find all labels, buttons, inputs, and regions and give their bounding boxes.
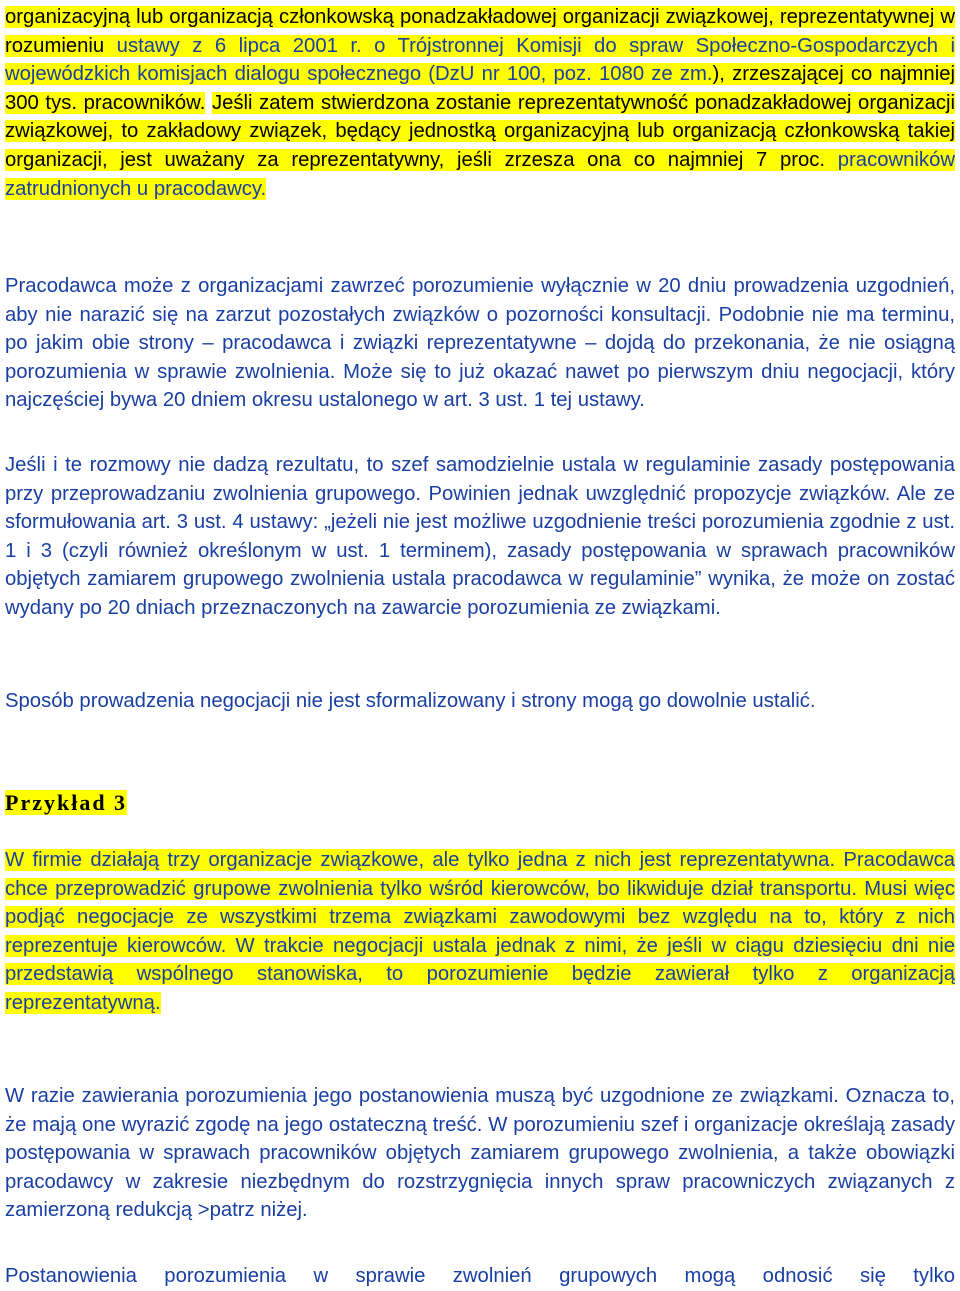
text-segment: W trakcie negocjacji ustala jednak z nimi, że jeśli w ciągu dziesięciu dni nie przedstawią wspólnego stanowiska, to porozumienie będzie zawierał tylko z organizacją reprezentatywną. (5, 934, 955, 1014)
paragraph-uzgodnienie (5, 1082, 955, 1225)
paragraph-porozumienie-termin (5, 272, 955, 415)
example-heading-text: Przykład 3 (5, 790, 128, 815)
paragraph-sposob-negocjacji (5, 687, 955, 716)
text-segment: Powinien jednak uwzględnić propozycje związków. (428, 482, 897, 505)
example-heading (5, 788, 127, 818)
text-segment: Pracodawca chce przeprowadzić grupowe zwolnienia tylko wśród kierowców, bo likwiduje dział transportu. (5, 849, 955, 900)
text-segment: Musi więc podjąć negocjacje ze wszystkimi trzema związkami zawodowymi bez względu na to, który z nich reprezentuje kierowców. (5, 877, 955, 957)
text-segment: Jeśli i te rozmowy nie dadzą rezultatu, to szef samodzielnie ustala w regulaminie zasady postępowania przy przeprowadzaniu zwolnienia grupowego. (5, 454, 955, 505)
statute-reference-link[interactable]: ustawy z 6 lipca 2001 r. o Trójstronnej Komisji do spraw Społeczno-Gospodarczych i wojewódzkich komisjach dialogu społecznego (DzU nr 100, poz. 1080 ze zm. (5, 34, 955, 86)
text-segment (205, 92, 212, 114)
paragraph-postanowienia (5, 1262, 955, 1291)
text-segment: Postanowienia porozumienia w sprawie zwolnień grupowych mogą odnosić się tylko (5, 1265, 955, 1287)
text-segment: W firmie działają trzy organizacje związkowe, ale tylko jedna z nich jest reprezentatywna. (5, 849, 844, 871)
text-segment: W razie zawierania porozumienia jego postanowienia muszą być uzgodnione ze związkami. (5, 1085, 846, 1107)
text-segment: W porozumieniu szef i organizacje określają zasady postępowania w sprawach pracowników objętych zamiarem grupowego zwolnienia, a także obowiązki pracodawcy w zakresie niezbędnym do rozstrzygnięcia innych spraw pracowniczych związanych z zamierzoną redukcją >patrz niżej. (5, 1113, 956, 1222)
text-segment: Ale ze sformułowania art. 3 ust. 4 ustawy: (5, 482, 955, 534)
text-segment: pracowników zatrudnionych u pracodawcy. (5, 148, 955, 200)
statute-quote: „jeżeli nie jest możliwe uzgodnienie treści porozumienia zgodnie z ust. 1 i 3 (czyli również określonym w ust. 1 terminem), zasady postępowania w sprawach pracowników objętych zamiarem grupowego zwolnienia ustala pracodawca w regulaminie” wynika, że może on zostać wydany po 20 dniach przeznaczonych na zawarcie porozumienia ze związkami. (5, 511, 955, 619)
paragraph-reprezentatywnosc (5, 3, 955, 203)
text-segment: Pracodawca może z organizacjami zawrzeć porozumienie wyłącznie w 20 dniu prowadzenia uzgodnień, aby nie narazić się na zarzut pozostałych związków o pozorności konsultacji. (5, 275, 955, 326)
text-segment: Może się to już okazać nawet po pierwszym dniu negocjacji, który najczęściej bywa 20 dniem okresu ustalonego w art. 3 ust. 1 tej ustawy. (5, 360, 955, 412)
text-segment: Podobnie nie ma terminu, po jakim obie strony – pracodawca i związki reprezentatywne – dojdą do przekonania, że nie osiągną porozumienia w sprawie zwolnienia. (5, 303, 955, 383)
paragraph-regulamin (5, 451, 955, 623)
text-segment: organizacyjną lub organizacją członkowską ponadzakładowej organizacji związkowej, reprezentatywnej w rozumieniu (5, 6, 955, 57)
text-segment: Jeśli zatem stwierdzona zostanie reprezentatywność ponadzakładowej organizacji związkowej, to zakładowy związek, będący jednostką organizacyjną lub organizacją członkowską takiej organizacji, jest uważany za reprezentatywny, jeśli zrzesza ona co najmniej 7 proc. (5, 91, 956, 171)
example-paragraph (5, 846, 955, 1018)
text-segment: Sposób prowadzenia negocjacji nie jest sformalizowany i strony mogą go dowolnie ustalić. (5, 690, 816, 712)
text-segment: ), zrzeszającej co najmniej 300 tys. pracowników. (5, 63, 955, 114)
text-segment: Oznacza to, że mają one wyrazić zgodę na jego ostateczną treść. (5, 1085, 955, 1136)
